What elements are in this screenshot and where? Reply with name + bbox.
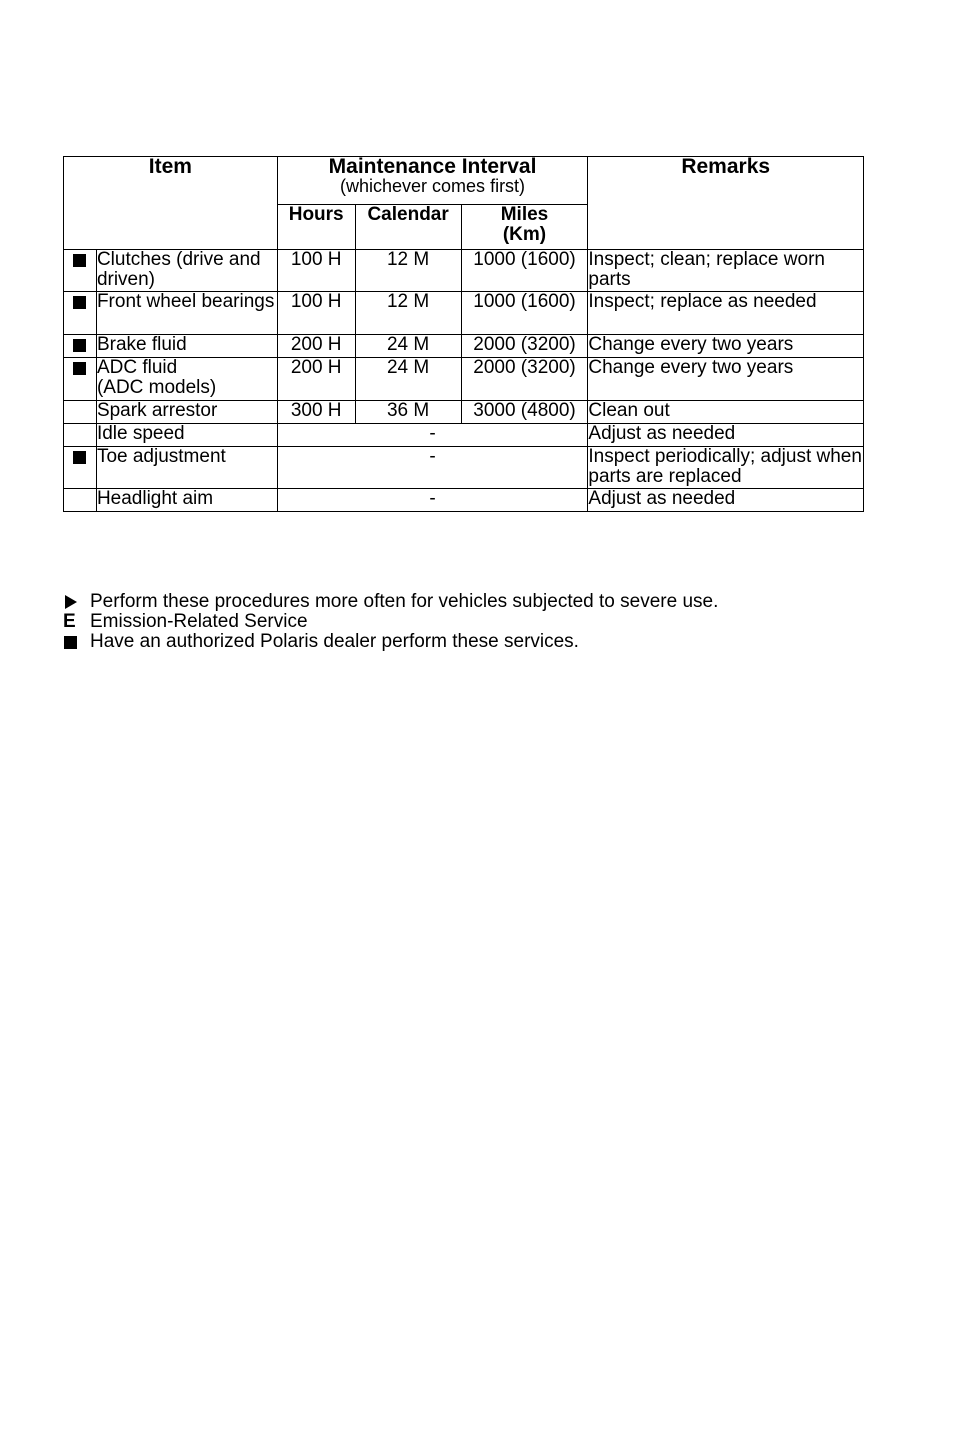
empty-mark-cell [64, 424, 97, 447]
dealer-mark-cell [64, 335, 97, 358]
calendar-cell: 12 M [355, 250, 461, 292]
dealer-mark-cell [64, 250, 97, 292]
interval-header-note: (whichever comes first) [340, 176, 526, 196]
legend-dealer [63, 632, 718, 652]
table-row [64, 424, 864, 447]
item-line2: (ADC models) [96, 377, 217, 398]
miles-cell: 2000 (3200) [461, 335, 588, 358]
legend-severe-text: Perform these procedures more often for vehicles subjected to severe use. [90, 591, 719, 612]
calendar-cell: 24 M [355, 335, 461, 358]
dealer-square-icon [73, 254, 86, 267]
remarks-cell: Adjust as needed [588, 424, 864, 447]
item-cell: Idle speed [96, 424, 277, 447]
remarks-cell: Inspect; clean; replace worn parts [588, 250, 864, 292]
remarks-cell: Inspect; replace as needed [588, 292, 864, 335]
table-header-row [64, 157, 864, 205]
table-row [64, 292, 864, 335]
miles-header-line1: Miles [500, 204, 549, 225]
interval-cell: - [277, 424, 588, 447]
calendar-cell: 36 M [355, 401, 461, 424]
remarks-cell: Clean out [588, 401, 864, 424]
dealer-mark-cell [64, 292, 97, 335]
interval-header-title: Maintenance Interval [328, 155, 537, 178]
item-cell: Brake fluid [96, 335, 277, 358]
item-line1: ADC fluid [96, 357, 178, 378]
remarks-cell: Adjust as needed [588, 489, 864, 512]
item-cell: Headlight aim [96, 489, 277, 512]
interval-cell: - [277, 489, 588, 512]
item-cell: Clutches (drive and driven) [96, 250, 277, 292]
dealer-square-icon [73, 296, 86, 309]
dealer-square-icon [73, 362, 86, 375]
remarks-header: Remarks [588, 157, 864, 250]
interval-header [277, 157, 588, 205]
calendar-header: Calendar [355, 205, 461, 250]
table-row [64, 447, 864, 489]
item-cell: Front wheel bearings [96, 292, 277, 335]
miles-header-line2: (Km) [502, 224, 547, 245]
dealer-square-icon [73, 339, 86, 352]
dealer-mark-cell [64, 447, 97, 489]
legend-dealer-text: Have an authorized Polaris dealer perform these services. [90, 631, 579, 652]
dealer-square-icon [73, 451, 86, 464]
legend-emission [63, 612, 718, 632]
hours-cell: 200 H [277, 358, 355, 401]
miles-cell: 1000 (1600) [461, 250, 588, 292]
item-cell: Spark arrestor [96, 401, 277, 424]
table-row [64, 335, 864, 358]
legend-emission-text: Emission-Related Service [90, 611, 308, 632]
empty-mark-cell [64, 489, 97, 512]
interval-cell: - [277, 447, 588, 489]
hours-cell: 100 H [277, 250, 355, 292]
miles-header [461, 205, 588, 250]
table-row [64, 358, 864, 401]
remarks-cell: Change every two years [588, 335, 864, 358]
miles-cell: 1000 (1600) [461, 292, 588, 335]
hours-cell: 300 H [277, 401, 355, 424]
hours-header: Hours [277, 205, 355, 250]
dealer-square-icon [64, 636, 77, 649]
legend [63, 592, 718, 652]
hours-cell: 100 H [277, 292, 355, 335]
table-row [64, 489, 864, 512]
maintenance-table [63, 156, 864, 512]
legend-severe-use [63, 592, 718, 612]
remarks-cell: Inspect periodically; adjust when parts are replaced [588, 446, 862, 487]
calendar-cell: 24 M [355, 358, 461, 401]
hours-cell: 200 H [277, 335, 355, 358]
dealer-mark-cell [64, 358, 97, 401]
emission-symbol: E [63, 611, 76, 632]
item-header: Item [64, 157, 278, 250]
table-row [64, 401, 864, 424]
item-cell [96, 358, 277, 401]
triangle-right-icon [65, 595, 77, 609]
miles-cell: 3000 (4800) [461, 401, 588, 424]
empty-mark-cell [64, 401, 97, 424]
miles-cell: 2000 (3200) [461, 358, 588, 401]
item-cell: Toe adjustment [96, 447, 277, 489]
remarks-cell: Change every two years [588, 358, 864, 401]
table-row [64, 250, 864, 292]
calendar-cell: 12 M [355, 292, 461, 335]
